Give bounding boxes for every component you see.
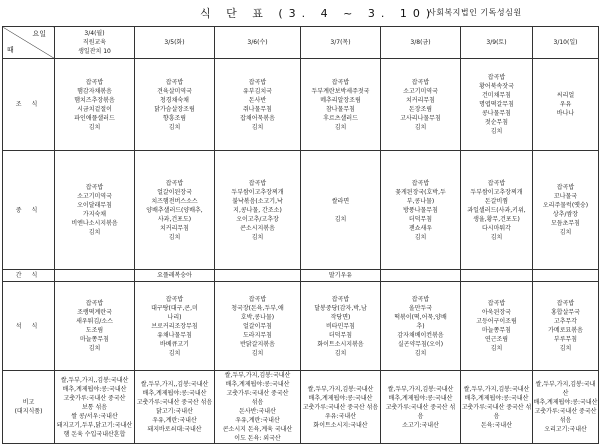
menu-item: 더덕무침 [408,215,433,223]
breakfast-cell [55,59,135,151]
menu-item: 가메로묘볶음 [548,327,583,334]
menu-item: 배추,계제됩야:콩:국내산 [464,394,529,402]
menu-item: 잡곡밥 [248,295,267,303]
dinner-cell [215,282,301,371]
menu-item: 잡곡밥 [411,295,430,303]
day-header-3 [301,27,381,59]
menu-item: 바나나 [556,110,575,117]
day-header-6 [533,27,599,59]
remarks-cell [301,371,381,444]
menu-item: 화이트소시지:국내산 [313,421,368,429]
page-title: 식 단 표 (3. 4 ~ 3. 10) [200,7,437,20]
remarks-cell [55,371,135,444]
menu-item: 돈육:국내산 [480,421,512,429]
menu-item: 유부김치국 [243,87,272,95]
menu-item: 쌀,두부,가지,김봉:국내산 [535,381,596,397]
menu-item: 얼갈이무침 [243,322,272,330]
menu-item: 청국장(돈육,두부,애 [231,304,284,312]
menu-item: 돈갈비찜 [484,197,509,205]
menu-item: 햄치즈추장볶음 [74,96,115,104]
lunch-cell [301,151,381,270]
menu-item: 김치 [559,345,572,352]
menu-item: 연근조림 [484,336,509,343]
menu-item: 3/10(일) [553,39,578,46]
menu-item: 잡곡밥 [85,184,104,191]
menu-item: 소고기미역국 [403,87,438,95]
menu-item: 잡곡밥 [331,78,350,86]
menu-item: 직원교육 [82,39,107,46]
menu-item: 두부쌈이고추장찌개 [470,188,523,196]
organization-name: 사회복지법인 기독성심원 [428,8,522,17]
menu-item: 고춧가루:국내산 중국산 [534,408,597,415]
menu-item: 돈장조림 [408,105,433,113]
lunch-cell [381,151,461,270]
menu-item: 부루무침 [553,336,578,343]
menu-item: 잡곡밥 [411,179,430,187]
menu-item: 얼갈이된장국 [157,188,192,196]
snack-cell [301,270,381,282]
menu-item: 견육살미역국 [157,87,192,95]
menu-item: 잡곡밥 [248,78,267,86]
menu-item: 두부계란보박세주젓국 [311,87,370,95]
snack-cell [135,270,215,282]
menu-item: 고춧가루:국내산 중국산 섞 [385,403,456,411]
breakfast-cell [461,59,533,151]
menu-item: 쌀,두부,가지,김봉:국내산 [463,385,530,393]
menu-item: 청경채숙채 [160,96,189,104]
menu-item: 지,콩나물, 간조소) [233,206,282,214]
menu-item: 치커리무침 [406,96,435,104]
remarks-label-line: 비고 [22,399,35,406]
menu-item: 김치 [414,233,427,241]
breakfast-cell [215,59,301,151]
menu-item: 잡곡밥 [165,295,184,303]
lunch-row [3,151,599,270]
menu-item: 오리고기:국내산 [544,426,587,433]
day-header-0 [55,27,135,59]
menu-item: 딸기우유 [328,272,353,279]
menu-item: 두부쌈이고추장찌개 [231,188,284,196]
menu-item: 나리) [167,313,182,321]
breakfast-cell [301,59,381,151]
menu-item: 대구탕(대구,콘,미 [151,304,198,312]
day-header-4 [381,27,461,59]
menu-item: 가지숙채 [82,211,107,218]
menu-item [55,271,134,280]
menu-item: 부,콩나물) [406,197,435,205]
menu-item: 건미채무침 [482,92,511,99]
menu-item: 호박,콩나물) [240,313,275,321]
menu-item [301,206,380,215]
menu-item: 감자채베이컨볶음 [397,331,444,339]
menu-item: 작당면) [330,313,351,321]
menu-item: 향흥조림 [162,114,187,122]
menu-item: 닭고기:국내산 [156,408,193,415]
meal-table [2,26,599,444]
menu-item: 도라지무침 [243,331,272,339]
menu-item: 김치 [251,349,264,357]
menu-item: 김치 [168,349,181,357]
menu-item: 잡곡밥 [556,184,575,191]
snack-cell [381,270,461,282]
menu-item: 꽃게된장국(호박,두 [395,188,446,196]
snack-cell [461,270,533,282]
menu-item: 파인애플샐러드 [74,114,115,122]
menu-item: 배추,계제됩야:콩:국내산 [388,394,453,402]
menu-item: 배추,계제됩야:콩:국내산 [225,381,290,388]
menu-item [533,271,598,280]
menu-item: 쌀,두부,가지,,김봉:국내산 [60,376,129,384]
menu-item: 마늘쫑무침 [482,327,511,334]
menu-item: 명엽떡갈무침 [479,101,514,108]
snack-cell [55,270,135,282]
menu-item: 이도 돈육: 외국산 [234,435,281,442]
meal-label: 때 [7,46,14,54]
menu-item: 잡곡밥 [248,179,267,187]
menu-item: 배추,계제됩야:콩:국내산 [308,394,373,402]
menu-item: 김치 [334,349,347,357]
menu-item: 치커리무침 [160,224,189,232]
menu-item: 메추리알장조림 [320,96,361,104]
menu-item: 돼지고기,두부,닭고기:국내산 [56,421,133,429]
menu-item: 콩나물무침 [482,110,511,117]
breakfast-label: 조 식 [3,59,55,151]
menu-item: 고춧가루:국내산 중국산 [63,394,126,402]
menu-item: 오리주물럭(옛숭) [542,202,589,209]
menu-item: 우유 [559,101,572,108]
breakfast-cell [135,59,215,151]
dinner-cell [135,282,215,371]
dinner-cell [55,282,135,371]
menu-item: 양배추샐러드(양배추, [146,206,203,214]
menu-item: 실곤약무침(오이) [397,340,444,348]
menu-item: 홍합살무국 [551,309,580,316]
menu-item: 김치 [559,229,572,236]
menu-item: 다시마튀각 [482,224,511,232]
menu-item: 배추,계제됩야:콩:국내산 [142,390,207,397]
lunch-cell [135,151,215,270]
menu-item: 섞음 [251,399,264,406]
menu-item: 김치 [88,123,101,131]
menu-item: 우유:국내산 [324,412,356,420]
menu-item: 바베큐고기 [160,340,189,348]
menu-item: 방풍나물무침 [403,206,438,214]
dinner-cell [301,282,381,371]
day-header-2 [215,27,301,59]
menu-item: 잡곡밥 [411,78,430,86]
menu-item: 도조림 [85,327,104,334]
remarks-cell [215,371,301,444]
menu-item: 김치 [414,349,427,357]
lunch-cell [461,151,533,270]
menu-item: 비타민무침 [326,322,355,330]
breakfast-cell [381,59,461,151]
menu-item: 잡곡밥 [165,179,184,187]
remarks-label [3,371,55,444]
menu-item: 쥐나물무침 [243,105,272,113]
menu-item: 김치 [251,123,264,131]
menu-item: 추) [416,322,425,330]
menu-item: 고등어구이조림 [476,318,517,325]
menu-item: 콘소시지 돈육,계육 국내산 [222,426,293,433]
menu-item: 마늘쫑무침 [80,336,109,343]
menu-item: 쌀,두부,가지,김봉:국내산 [307,385,374,393]
snack-cell [533,270,599,282]
menu-item: 참나물무침 [326,105,355,113]
header-row [3,27,599,59]
menu-item: 김치 [88,345,101,352]
menu-item: 떡볶이(떡,어묵,양배 [394,313,447,321]
remarks-cell [135,371,215,444]
lunch-label: 중 식 [3,151,55,270]
dinner-label: 석 식 [3,282,55,371]
menu-item: 잡곡밥 [487,300,506,307]
menu-item: 김치 [168,123,181,131]
snack-row [3,270,599,282]
menu-item: 상추/쌈장 [552,211,579,218]
menu-item: 황어북속잣국 [479,83,514,90]
menu-item: 생일잔치 10 [78,48,111,55]
menu-item: 잡곡밥 [331,295,350,303]
menu-item: 김치 [414,123,427,131]
menu-item: 돈사반:국내산 [239,408,276,415]
menu-item: 비엔나소시지볶음 [71,220,118,227]
menu-item: 3/8(금) [410,39,431,46]
menu-item: 고춧가루:국내산 중국산 섞음 [136,399,213,406]
menu-item: 쌀 콩/서우:국내산 [71,412,118,420]
dinner-cell [381,282,461,371]
remarks-cell [533,371,599,444]
menu-item: 잡곡밥 [487,74,506,81]
menu-item: 소고기미역국 [77,193,112,200]
menu-item: 잰쇼새우 [408,224,433,232]
menu-item: 잡곡밥 [487,179,506,187]
menu-item: 배추,계제됩야:콩:국내산 [533,399,598,406]
menu-item: 쌀,두부,가지,,김봉:국내산 [140,381,209,388]
menu-item: 꼬나물국 [553,193,578,200]
menu-item: 고추무각 [553,318,578,325]
menu-item: 달봉중당(감자,박,남 [314,304,367,312]
day-header-5 [461,27,533,59]
snack-label: 간 식 [3,270,55,282]
menu-item: 김치 [251,233,264,241]
menu-item: 보통 섞음 [81,403,108,411]
menu-item: 잡곡밥 [85,78,104,86]
menu-item: 불낙볶음(소고기,낙 [232,197,283,205]
day-header-1 [135,27,215,59]
dinner-row [3,282,599,371]
menu-item: 3/9(토) [486,39,507,46]
menu-item: 모듬초무침 [551,220,580,227]
menu-item: 아욱된장국 [482,309,511,316]
menu-item: 김치 [490,345,503,352]
menu-item: 더덕무침 [328,331,353,339]
menu-item: 소고기:국내산 [402,421,439,429]
menu-item: 우유,계란:국내산 [235,417,280,424]
menu-item [215,271,300,280]
breakfast-row [3,59,599,151]
menu-item: 배추,계제됩야:콩:국내산 [62,385,127,393]
breakfast-cell [533,59,599,151]
menu-item: 시금치겉절이 [77,105,112,113]
lunch-cell [55,151,135,270]
menu-item: 음 [417,412,424,420]
menu-item: 사과,건포도) [157,215,192,223]
menu-item: 김치 [168,233,181,241]
menu-item: 오이고추/고추장 [236,215,279,223]
menu-item: 3/7(목) [330,39,351,46]
remarks-row [3,371,599,444]
remarks-label-line: (대지식품) [14,408,43,415]
menu-item: 3/6(수) [247,39,268,46]
menu-item: 닭가슴살장조림 [154,105,195,113]
day-label: 요일 [32,30,46,38]
menu-item: 잡채어묵볶음 [240,114,275,122]
menu-item: 섞음 [559,417,572,424]
lunch-cell [533,151,599,270]
menu-item: 유채나물무침 [157,331,192,339]
menu-item: 올만두국 [408,304,433,312]
menu-item: 새우튀김/소스 [76,318,113,325]
remarks-cell [461,371,533,444]
menu-item: 김치 [334,123,347,131]
corner-cell [3,27,55,59]
menu-item: 고춧가루:국내산 중국산 섞음 [302,403,379,411]
menu-item: 3/4(월) [84,30,105,37]
header [0,0,600,24]
menu-item: 김치 [490,233,503,241]
menu-item: 요플레복숭아 [157,272,192,279]
menu-item: 고춧가루:국내산 중국산 섞음 [461,403,532,420]
menu-item: 쌀라면 [331,197,350,205]
menu-item: 잡곡밥 [165,78,184,86]
menu-item: 치즈햄전버스소스 [151,197,198,205]
menu-item: 잡곡밥 [85,300,104,307]
menu-item: 과일샐러드(사과,키위, [467,206,526,214]
snack-cell [215,270,301,282]
menu-item: 우유,계란:국내산 [152,417,197,424]
dinner-cell [461,282,533,371]
menu-item: 김치 [88,229,101,236]
menu-item: 잡곡밥 [556,300,575,307]
menu-item: 조랭떡계란국 [77,309,112,316]
menu-item: 오이달래무침 [77,202,112,209]
menu-item: 햄감자채볶음 [77,87,112,95]
lunch-cell [215,151,301,270]
menu-item: 3/5(화) [164,39,185,46]
dinner-cell [533,282,599,371]
menu-item [461,271,532,280]
menu-item: 쌀,두부,가지,김봉:국내산 [387,385,454,393]
menu-item: 반닭갈지볶음 [240,340,275,348]
menu-item: 김치 [334,215,347,223]
menu-item: 후르츠샐러드 [323,114,358,122]
menu-item: 씨리얼 [556,92,575,99]
menu-item: 젓순무침 [484,119,509,126]
menu-item: 돈사반 [248,96,267,104]
menu-item: 김치 [490,128,503,135]
menu-item: 햄 돈육 수입국내산혼합 [63,430,126,438]
menu-item: 브로커리조장무침 [151,322,198,330]
menu-item: 생율,황무,건포도) [473,215,520,223]
menu-item: 돼지바로쇠대:국내산 [147,426,202,433]
menu-item: 화이트소시지볶음 [317,340,364,348]
remarks-cell [381,371,461,444]
menu-item [381,271,460,280]
menu-item: 콘소시지볶음 [240,224,275,232]
menu-item: 고춧가루:국내산 중국산 [226,390,289,397]
menu-item: 쌀,두부,가지,김봉:국내산 [224,372,291,379]
menu-item: 고사리나물무침 [400,114,441,122]
